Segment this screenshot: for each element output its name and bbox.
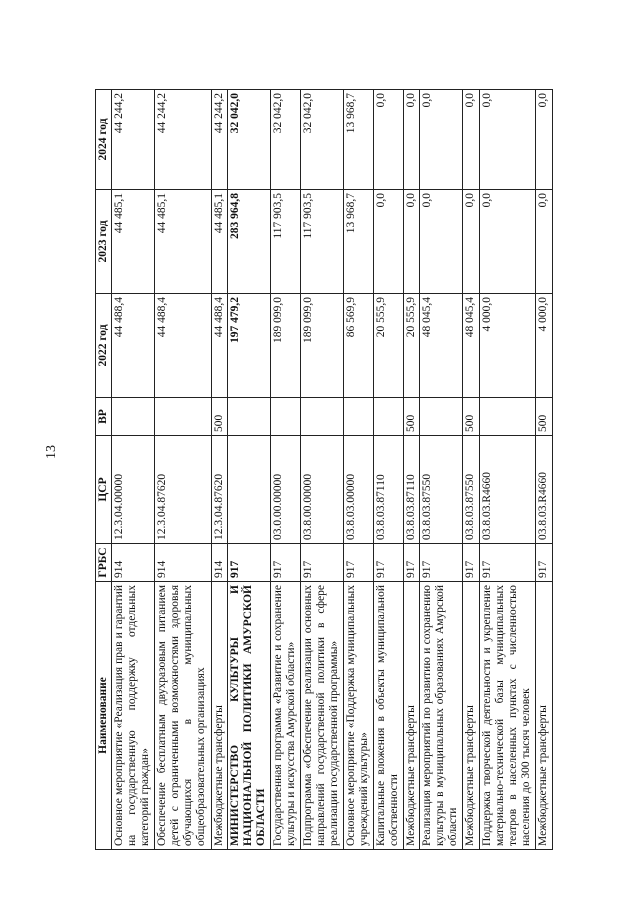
cell-name: Подпрограмма «Обеспечение реализации основных направлений государственной политики в сфере реализации государственной программы» bbox=[301, 582, 344, 850]
header-csr: ЦСР bbox=[96, 436, 112, 544]
cell-2022: 44 488,4 bbox=[111, 294, 154, 398]
cell-name: Межбюджетные трансферты bbox=[536, 582, 553, 850]
cell-2023: 0,0 bbox=[479, 190, 536, 294]
cell-grbs: 917 bbox=[374, 544, 404, 582]
cell-name: Капитальные вложения в объекты муниципальной собственности bbox=[374, 582, 404, 850]
cell-grbs: 917 bbox=[479, 544, 536, 582]
table-row bbox=[111, 90, 154, 850]
cell-2022: 20 555,9 bbox=[374, 294, 404, 398]
cell-csr: 03.8.03.87110 bbox=[374, 436, 404, 544]
cell-2022: 44 488,4 bbox=[155, 294, 212, 398]
cell-2024: 32 042,0 bbox=[228, 90, 271, 190]
cell-vr bbox=[228, 398, 271, 436]
cell-grbs: 917 bbox=[463, 544, 479, 582]
cell-csr: 12.3.04.87620 bbox=[211, 436, 227, 544]
cell-csr: 03.8.00.00000 bbox=[301, 436, 344, 544]
cell-2024: 32 042,0 bbox=[301, 90, 344, 190]
cell-2024: 32 042,0 bbox=[271, 90, 301, 190]
cell-2023: 0,0 bbox=[536, 190, 553, 294]
cell-name: Межбюджетные трансферты bbox=[463, 582, 479, 850]
cell-vr: 500 bbox=[463, 398, 479, 436]
cell-2023: 0,0 bbox=[463, 190, 479, 294]
header-2024: 2024 год bbox=[96, 90, 112, 190]
cell-csr: 03.8.03.87550 bbox=[463, 436, 479, 544]
table-row bbox=[344, 90, 374, 850]
header-name: Наименование bbox=[96, 582, 112, 850]
cell-name: Межбюджетные трансферты bbox=[403, 582, 419, 850]
cell-2024: 0,0 bbox=[479, 90, 536, 190]
cell-name: Обеспечение бесплатным двухразовым питанием детей с ограниченными возможностями здоровья обучающихся в муниципальных общеобразовательных организациях bbox=[155, 582, 212, 850]
cell-csr: 03.8.03.87550 bbox=[420, 436, 463, 544]
cell-name: Поддержка творческой деятельности и укрепление материально-технической базы муниципальных театров в населенных пунктах с численностью населения до 300 тысяч человек bbox=[479, 582, 536, 850]
cell-2023: 13 968,7 bbox=[344, 190, 374, 294]
cell-2023: 117 903,5 bbox=[271, 190, 301, 294]
cell-2022: 4 000,0 bbox=[536, 294, 553, 398]
cell-vr bbox=[301, 398, 344, 436]
header-2022: 2022 год bbox=[96, 294, 112, 398]
header-grbs: ГРБС bbox=[96, 544, 112, 582]
cell-2024: 0,0 bbox=[420, 90, 463, 190]
cell-2022: 197 479,2 bbox=[228, 294, 271, 398]
cell-vr: 500 bbox=[403, 398, 419, 436]
cell-vr: 500 bbox=[211, 398, 227, 436]
cell-2023: 44 485,1 bbox=[111, 190, 154, 294]
cell-csr: 03.8.03.87110 bbox=[403, 436, 419, 544]
table-row bbox=[403, 90, 419, 850]
cell-grbs: 917 bbox=[403, 544, 419, 582]
cell-2024: 44 244,2 bbox=[211, 90, 227, 190]
cell-name: МИНИСТЕРСТВО КУЛЬТУРЫ И НАЦИОНАЛЬНОЙ ПОЛИТИКИ АМУРСКОЙ ОБЛАСТИ bbox=[228, 582, 271, 850]
cell-2023: 44 485,1 bbox=[211, 190, 227, 294]
cell-vr bbox=[479, 398, 536, 436]
table-row bbox=[479, 90, 536, 850]
cell-2024: 0,0 bbox=[536, 90, 553, 190]
budget-table bbox=[95, 89, 553, 850]
cell-2022: 4 000,0 bbox=[479, 294, 536, 398]
cell-vr bbox=[271, 398, 301, 436]
cell-grbs: 917 bbox=[536, 544, 553, 582]
cell-name: Межбюджетные трансферты bbox=[211, 582, 227, 850]
cell-vr bbox=[344, 398, 374, 436]
cell-grbs: 914 bbox=[111, 544, 154, 582]
cell-grbs: 917 bbox=[344, 544, 374, 582]
cell-2022: 20 555,9 bbox=[403, 294, 419, 398]
cell-name: Основное мероприятие «Реализация прав и гарантий на государственную поддержку отдельных категорий граждан» bbox=[111, 582, 154, 850]
table-row bbox=[211, 90, 227, 850]
table-row bbox=[301, 90, 344, 850]
cell-name: Государственная программа «Развитие и сохранение культуры и искусства Амурской области» bbox=[271, 582, 301, 850]
cell-grbs: 914 bbox=[211, 544, 227, 582]
cell-2022: 189 099,0 bbox=[301, 294, 344, 398]
cell-csr: 03.8.03.R4660 bbox=[536, 436, 553, 544]
cell-2023: 0,0 bbox=[403, 190, 419, 294]
cell-2022: 86 569,9 bbox=[344, 294, 374, 398]
cell-2024: 44 244,2 bbox=[155, 90, 212, 190]
cell-2024: 0,0 bbox=[403, 90, 419, 190]
header-vr: ВР bbox=[96, 398, 112, 436]
cell-csr bbox=[228, 436, 271, 544]
cell-grbs: 917 bbox=[301, 544, 344, 582]
cell-csr: 03.0.00.00000 bbox=[271, 436, 301, 544]
cell-vr bbox=[155, 398, 212, 436]
table-body bbox=[111, 90, 552, 850]
cell-vr bbox=[374, 398, 404, 436]
cell-2023: 117 903,5 bbox=[301, 190, 344, 294]
cell-csr: 12.3.04.87620 bbox=[155, 436, 212, 544]
cell-2024: 13 968,7 bbox=[344, 90, 374, 190]
cell-name: Реализация мероприятий по развитию и сохранению культуры в муниципальных образованиях Амурской области bbox=[420, 582, 463, 850]
cell-csr: 03.8.03.R4660 bbox=[479, 436, 536, 544]
cell-2023: 44 485,1 bbox=[155, 190, 212, 294]
table-row bbox=[271, 90, 301, 850]
cell-grbs: 917 bbox=[228, 544, 271, 582]
table-header-row bbox=[96, 90, 112, 850]
cell-vr bbox=[111, 398, 154, 436]
table-row bbox=[536, 90, 553, 850]
table-row bbox=[228, 90, 271, 850]
cell-grbs: 917 bbox=[271, 544, 301, 582]
cell-2023: 0,0 bbox=[374, 190, 404, 294]
rotated-table-wrapper bbox=[95, 90, 553, 850]
cell-2023: 0,0 bbox=[420, 190, 463, 294]
table-row bbox=[463, 90, 479, 850]
cell-2023: 283 964,8 bbox=[228, 190, 271, 294]
table-row bbox=[420, 90, 463, 850]
cell-grbs: 914 bbox=[155, 544, 212, 582]
cell-2022: 189 099,0 bbox=[271, 294, 301, 398]
cell-csr: 03.8.03.00000 bbox=[344, 436, 374, 544]
cell-csr: 12.3.04.00000 bbox=[111, 436, 154, 544]
cell-2024: 0,0 bbox=[463, 90, 479, 190]
cell-2024: 44 244,2 bbox=[111, 90, 154, 190]
table-row bbox=[155, 90, 212, 850]
table-row bbox=[374, 90, 404, 850]
cell-2022: 44 488,4 bbox=[211, 294, 227, 398]
cell-name: Основное мероприятие «Поддержка муниципальных учреждений культуры» bbox=[344, 582, 374, 850]
header-2023: 2023 год bbox=[96, 190, 112, 294]
cell-2022: 48 045,4 bbox=[420, 294, 463, 398]
page-number: 13 bbox=[44, 445, 59, 459]
cell-grbs: 917 bbox=[420, 544, 463, 582]
cell-2024: 0,0 bbox=[374, 90, 404, 190]
cell-vr bbox=[420, 398, 463, 436]
cell-2022: 48 045,4 bbox=[463, 294, 479, 398]
cell-vr: 500 bbox=[536, 398, 553, 436]
